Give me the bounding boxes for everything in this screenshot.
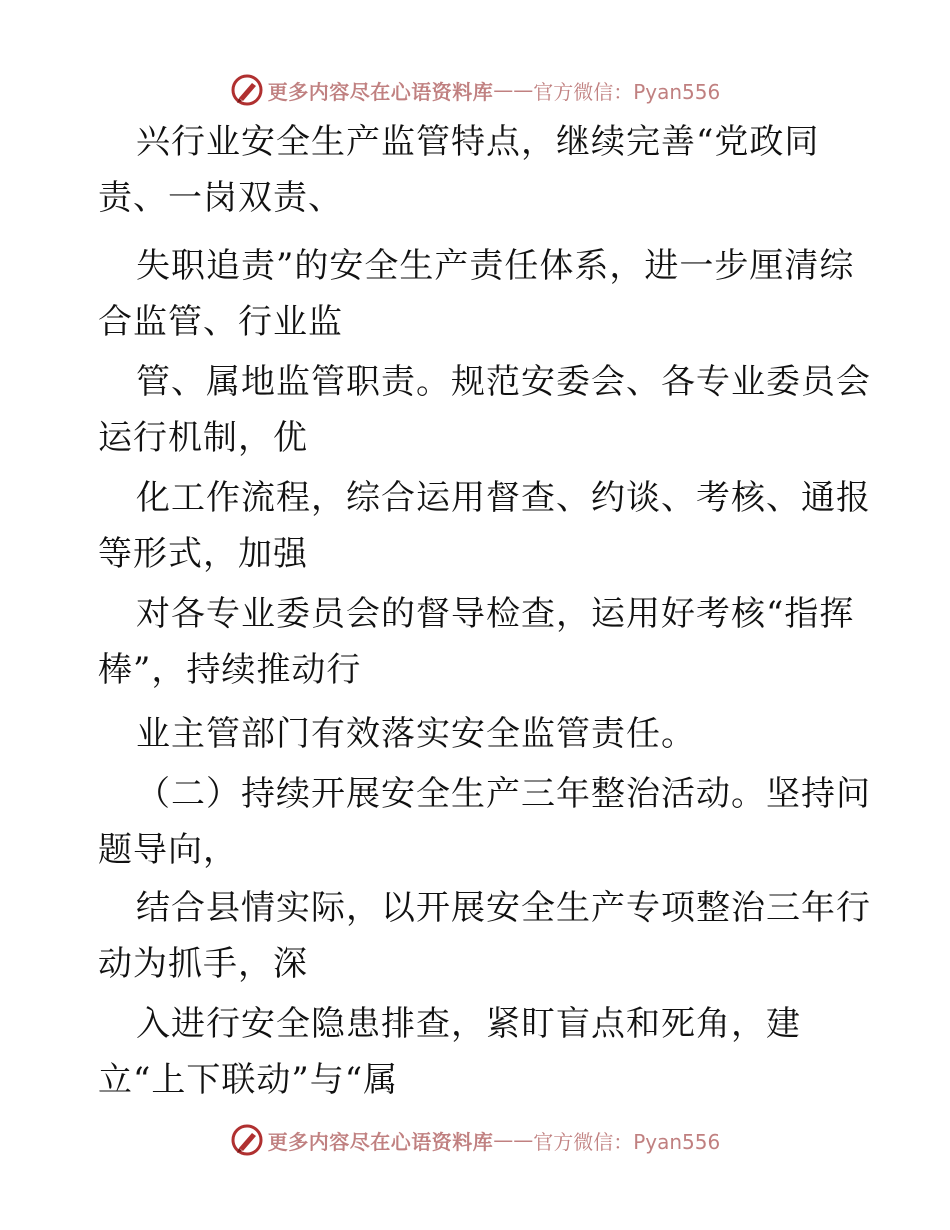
body-line: 等形式，加强 [98, 534, 308, 574]
watermark-dash: —— [493, 1128, 534, 1152]
body-line: 兴行业安全生产监管特点，继续完善“党政同 [136, 122, 820, 162]
pen-logo-icon [230, 1123, 264, 1157]
body-line: 入进行安全隐患排查，紧盯盲点和死角，建 [136, 1004, 801, 1044]
body-line: 题导向， [98, 830, 238, 870]
body-line: 管、属地监管职责。规范安委会、各专业委员会 [136, 362, 871, 402]
body-line: 化工作流程，综合运用督查、约谈、考核、通报 [136, 478, 871, 518]
pen-logo-icon [230, 73, 264, 107]
body-line: 合监管、行业监 [98, 302, 343, 342]
watermark-dash: —— [493, 78, 534, 102]
watermark-main-text: 更多内容尽在心语资料库 [267, 79, 494, 104]
header-watermark [0, 70, 950, 110]
body-line: 结合县情实际，以开展安全生产专项整治三年行 [136, 888, 871, 928]
body-line: 业主管部门有效落实安全监管责任。 [136, 714, 696, 754]
footer-watermark [0, 1120, 950, 1160]
body-line: 棒”，持续推动行 [98, 650, 362, 690]
body-line: （二）持续开展安全生产三年整治活动。坚持问 [136, 774, 871, 814]
body-line: 对各专业委员会的督导检查，运用好考核“指挥 [136, 594, 855, 634]
watermark-main-text: 更多内容尽在心语资料库 [267, 1129, 494, 1154]
body-line: 失职追责”的安全生产责任体系，进一步厘清综 [136, 246, 855, 286]
body-line: 动为抓手，深 [98, 944, 308, 984]
watermark-sub-text: 官方微信：Pyan556 [533, 1129, 721, 1154]
watermark-sub-text: 官方微信：Pyan556 [533, 79, 721, 104]
body-line: 责、一岗双责、 [98, 178, 343, 218]
body-line: 运行机制，优 [98, 418, 308, 458]
body-line: 立“上下联动”与“属 [98, 1060, 399, 1100]
